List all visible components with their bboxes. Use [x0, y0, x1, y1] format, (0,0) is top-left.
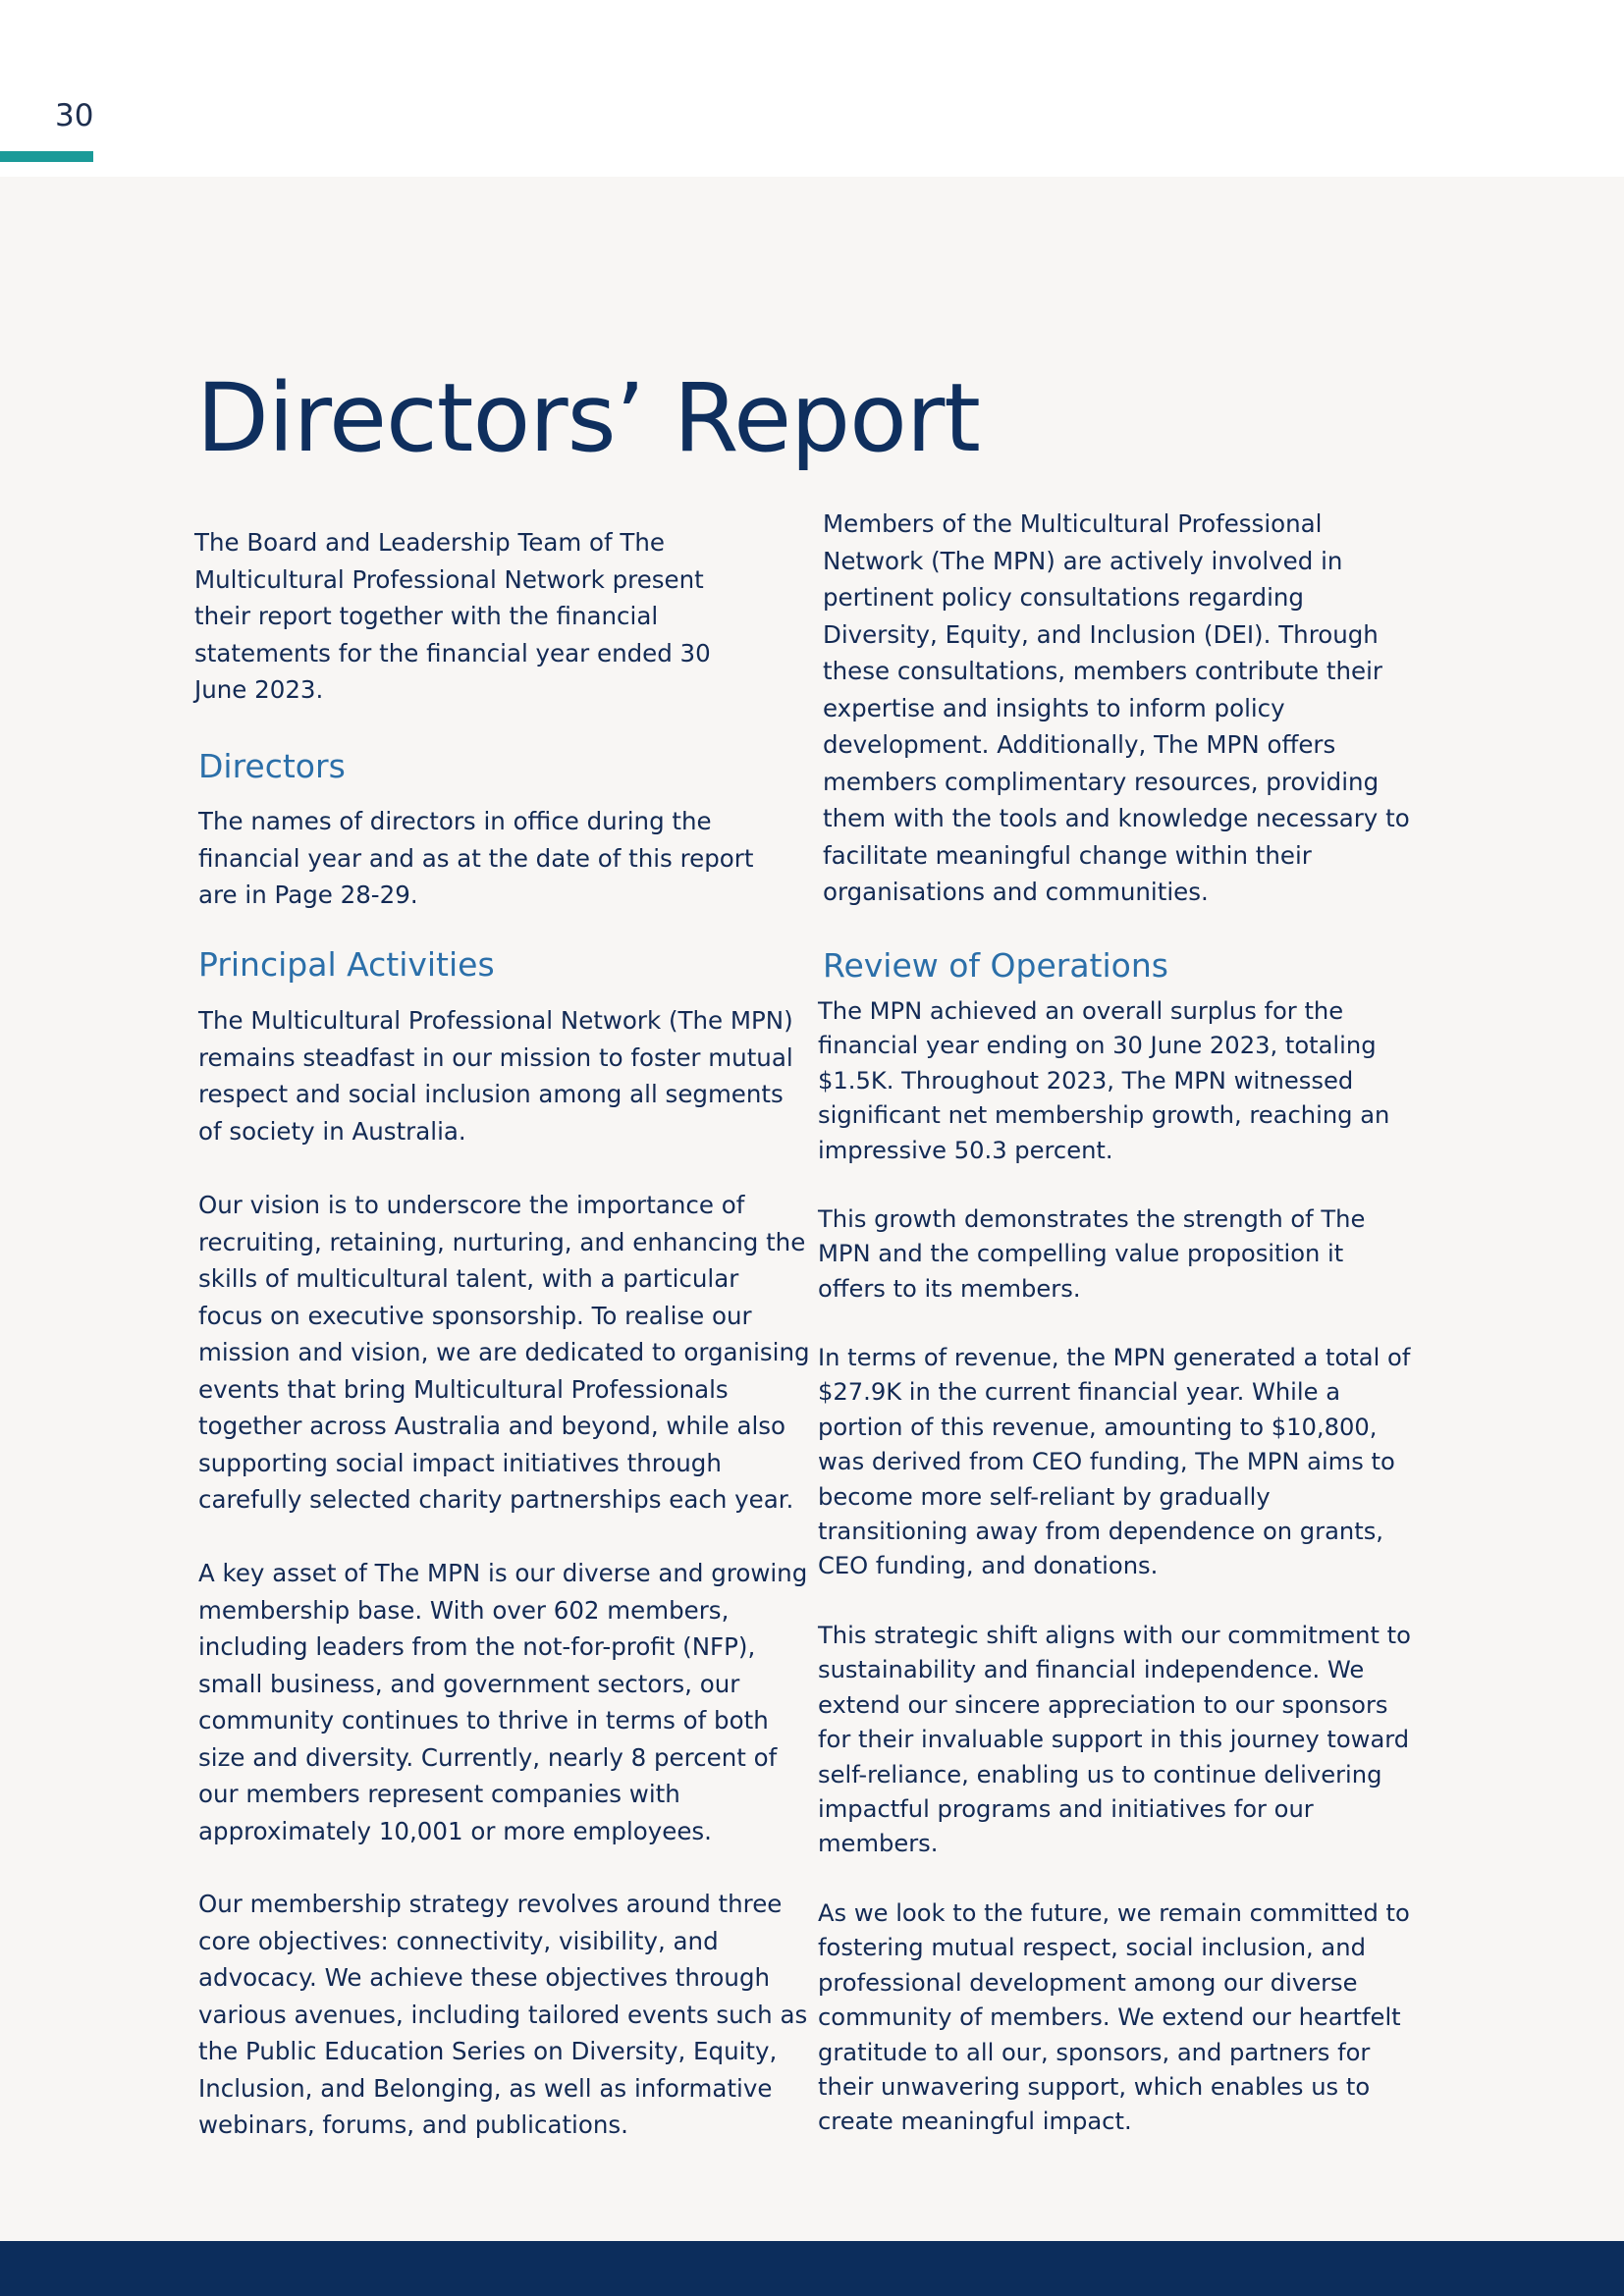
- text-line: members.: [818, 1830, 939, 1858]
- review-of-operations-heading: Review of Operations: [823, 946, 1168, 985]
- text-line: membership base. With over 602 members,: [198, 1595, 730, 1625]
- text-line: Members of the Multicultural Professional: [823, 509, 1323, 538]
- review-paragraph-2: [818, 1202, 1365, 1307]
- review-paragraph-5: [818, 1896, 1410, 2140]
- text-line: recruiting, retaining, nurturing, and enhancing the: [198, 1227, 806, 1256]
- text-line: become more self-reliant by gradually: [818, 1482, 1271, 1511]
- text-line: transitioning away from dependence on grants,: [818, 1518, 1383, 1546]
- text-line: together across Australia and beyond, while also: [198, 1412, 786, 1440]
- text-line: was derived from CEO funding, The MPN aims to: [818, 1448, 1395, 1476]
- text-line: size and diversity. Currently, nearly 8 percent of: [198, 1742, 778, 1772]
- activities-paragraph-2: [198, 1187, 810, 1519]
- text-line: $1.5K. Throughout 2023, The MPN witnessed: [818, 1066, 1354, 1095]
- text-line: are in Page 28-29.: [198, 881, 418, 909]
- text-line: financial year ending on 30 June 2023, totaling: [818, 1032, 1377, 1060]
- text-line: skills of multicultural talent, with a particular: [198, 1264, 739, 1293]
- text-line: create meaningful impact.: [818, 2108, 1132, 2136]
- text-line: June 2023.: [194, 675, 324, 704]
- text-line: community of members. We extend our heartfelt: [818, 2003, 1401, 2032]
- text-line: The MPN achieved an overall surplus for the: [818, 997, 1344, 1025]
- text-line: The Multicultural Professional Network (The MPN): [198, 1006, 793, 1035]
- text-line: our members represent companies with: [198, 1780, 680, 1808]
- text-line: including leaders from the not-for-profit (NFP),: [198, 1632, 756, 1661]
- review-paragraph-3: [818, 1341, 1410, 1584]
- text-line: carefully selected charity partnerships each year.: [198, 1485, 794, 1514]
- activities-paragraph-1: [198, 1002, 793, 1149]
- text-line: CEO funding, and donations.: [818, 1552, 1159, 1580]
- text-line: sustainability and financial independence. We: [818, 1656, 1365, 1684]
- text-line: $27.9K in the current financial year. While a: [818, 1378, 1341, 1407]
- text-line: A key asset of The MPN is our diverse and growing: [198, 1559, 808, 1587]
- intro-paragraph: [194, 524, 711, 709]
- text-line: extend our sincere appreciation to our sponsors: [818, 1690, 1388, 1719]
- text-line: supporting social impact initiatives through: [198, 1448, 722, 1477]
- text-line: statements for the financial year ended 30: [194, 638, 711, 667]
- text-line: Our membership strategy revolves around three: [198, 1890, 783, 1918]
- text-line: The Board and Leadership Team of The: [194, 528, 665, 557]
- page-footer-band: [0, 2241, 1624, 2296]
- text-line: core objectives: connectivity, visibility, and: [198, 1926, 719, 1955]
- text-line: Our vision is to underscore the importance of: [198, 1191, 745, 1219]
- text-line: significant net membership growth, reaching an: [818, 1101, 1390, 1130]
- text-line: impactful programs and initiatives for our: [818, 1795, 1314, 1824]
- text-line: As we look to the future, we remain committed to: [818, 1899, 1410, 1927]
- review-paragraph-4: [818, 1619, 1411, 1862]
- review-paragraph-1: [818, 994, 1389, 1168]
- text-line: impressive 50.3 percent.: [818, 1136, 1113, 1164]
- text-line: advocacy. We achieve these objectives through: [198, 1963, 771, 1992]
- text-line: MPN and the compelling value proposition it: [818, 1240, 1344, 1268]
- text-line: members complimentary resources, providing: [823, 767, 1380, 796]
- text-line: webinars, forums, and publications.: [198, 2110, 628, 2139]
- text-line: Diversity, Equity, and Inclusion (DEI). Through: [823, 619, 1379, 649]
- text-line: them with the tools and knowledge necessary to: [823, 804, 1410, 832]
- text-line: Multicultural Professional Network present: [194, 564, 704, 594]
- text-line: their report together with the financial: [194, 602, 659, 630]
- text-line: small business, and government sectors, our: [198, 1669, 740, 1698]
- text-line: offers to its members.: [818, 1274, 1081, 1303]
- page-header-band: [0, 0, 1624, 177]
- text-line: of society in Australia.: [198, 1116, 466, 1146]
- activities-paragraph-3: [198, 1555, 807, 1849]
- text-line: gratitude to all our, sponsors, and partners for: [818, 2038, 1371, 2066]
- text-line: self-reliance, enabling us to continue delivering: [818, 1760, 1382, 1789]
- text-line: expertise and insights to inform policy: [823, 693, 1285, 722]
- text-line: development. Additionally, The MPN offers: [823, 730, 1336, 759]
- text-line: for their invaluable support in this journey toward: [818, 1726, 1410, 1754]
- text-line: portion of this revenue, amounting to $10,800,: [818, 1413, 1378, 1441]
- principal-activities-heading: Principal Activities: [198, 945, 495, 984]
- text-line: their unwavering support, which enables us to: [818, 2073, 1371, 2102]
- text-line: Inclusion, and Belonging, as well as informative: [198, 2073, 773, 2103]
- text-line: focus on executive sponsorship. To realise our: [198, 1301, 752, 1330]
- page-number-accent-bar: [0, 151, 93, 162]
- text-line: The names of directors in office during the: [198, 807, 712, 835]
- text-line: pertinent policy consultations regarding: [823, 583, 1304, 612]
- page-title: Directors’ Report: [196, 363, 980, 473]
- text-line: remains steadfast in our mission to foster mutual: [198, 1042, 793, 1072]
- text-line: events that bring Multicultural Professionals: [198, 1374, 729, 1404]
- text-line: This strategic shift aligns with our commitment to: [818, 1622, 1411, 1649]
- text-line: organisations and communities.: [823, 878, 1209, 906]
- text-line: This growth demonstrates the strength of The: [818, 1205, 1366, 1233]
- text-line: community continues to thrive in terms of both: [198, 1706, 769, 1735]
- text-line: professional development among our diverse: [818, 1968, 1358, 1997]
- page-number: 30: [55, 98, 94, 133]
- text-line: mission and vision, we are dedicated to organising: [198, 1338, 810, 1366]
- text-line: In terms of revenue, the MPN generated a total of: [818, 1344, 1411, 1371]
- text-line: financial year and as at the date of this report: [198, 843, 754, 873]
- text-line: fostering mutual respect, social inclusion, and: [818, 1934, 1366, 1962]
- policy-paragraph: [823, 506, 1410, 911]
- text-line: approximately 10,001 or more employees.: [198, 1816, 712, 1845]
- text-line: respect and social inclusion among all segments: [198, 1080, 784, 1108]
- text-line: facilitate meaningful change within their: [823, 840, 1312, 870]
- activities-paragraph-4: [198, 1886, 807, 2144]
- text-line: various avenues, including tailored events such as: [198, 2000, 808, 2029]
- text-line: these consultations, members contribute their: [823, 657, 1382, 685]
- directors-paragraph: [198, 803, 753, 914]
- text-line: Network (The MPN) are actively involved in: [823, 546, 1343, 575]
- text-line: the Public Education Series on Diversity, Equity,: [198, 2037, 778, 2065]
- directors-heading: Directors: [198, 747, 346, 785]
